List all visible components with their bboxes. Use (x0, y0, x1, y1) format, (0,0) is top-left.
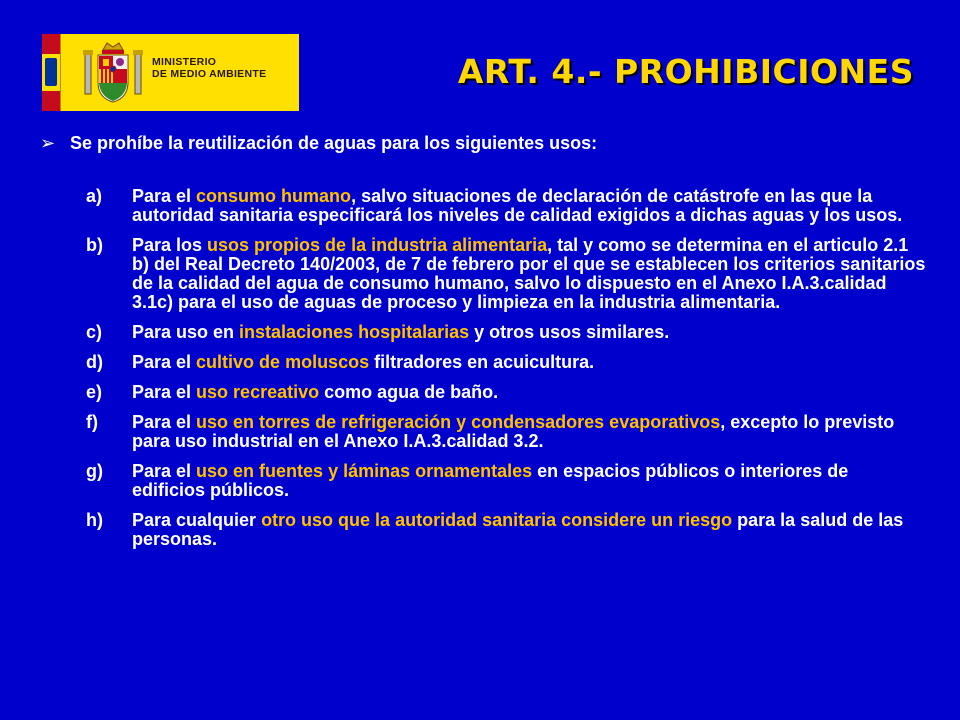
item-text: Para el (132, 352, 197, 372)
list-item (86, 236, 926, 312)
item-text: Para el (132, 461, 197, 481)
list-item (86, 511, 926, 549)
list-item (86, 413, 926, 451)
ministry-line-2: DE MEDIO AMBIENTE (152, 68, 267, 80)
item-highlight: uso en torres de refrigeración y condensadores evaporativos (196, 412, 721, 432)
ministry-logo (42, 34, 299, 111)
item-letter: g) (86, 461, 103, 481)
item-text: Para el (132, 412, 197, 432)
item-text: en espacios públicos o interiores de edificios públicos. (132, 461, 849, 500)
item-highlight: uso en fuentes y láminas ornamentales (196, 461, 533, 481)
intro-bullet (40, 133, 597, 154)
item-text: Para cualquier (132, 510, 262, 530)
item-highlight: consumo humano (196, 186, 352, 206)
coat-of-arms-icon (82, 40, 144, 106)
item-letter: c) (86, 322, 103, 342)
item-text: Para el (132, 186, 197, 206)
list-item (86, 462, 926, 500)
arrow-bullet-icon: ➢ (40, 133, 56, 153)
list-item (86, 353, 926, 372)
item-text: filtradores en acuicultura. (369, 352, 595, 372)
list-item (86, 383, 926, 402)
list-item (86, 323, 926, 342)
item-highlight: uso recreativo (196, 382, 320, 402)
item-letter: a) (86, 186, 103, 206)
item-text: para la salud de las personas. (132, 510, 904, 549)
item-text: , tal y como se determina en el articulo 2.1 b) del Real Decreto 140/2003, de 7 de febrero por el que se establecen los criterios sanitarios de la calidad del agua de consumo humano, salvo lo dispuesto en el Anexo I.A.3.calidad 3.1c) para el uso de aguas de proceso y limpieza en la industria alimentaria. (132, 235, 926, 312)
item-text: como agua de baño. (319, 382, 499, 402)
item-highlight: instalaciones hospitalarias (239, 322, 470, 342)
ministry-line-1: MINISTERIO (152, 56, 217, 68)
item-text: Para los (132, 235, 208, 255)
item-letter: f) (86, 412, 98, 432)
item-text: y otros usos similares. (469, 322, 670, 342)
flag-icon (42, 34, 61, 111)
ministry-name (152, 56, 266, 80)
list-item (86, 187, 926, 225)
item-highlight: cultivo de moluscos (196, 352, 370, 372)
item-letter: e) (86, 382, 103, 402)
prohibitions-list (86, 187, 926, 560)
item-letter: b) (86, 235, 103, 255)
item-text: Para el (132, 382, 197, 402)
item-highlight: usos propios de la industria alimentaria (207, 235, 548, 255)
item-letter: d) (86, 352, 103, 372)
intro-text: Se prohíbe la reutilización de aguas para los siguientes usos: (70, 133, 598, 153)
item-text: , salvo situaciones de declaración de catástrofe en las que la autoridad sanitaria especificará los niveles de calidad exigidos a dichas aguas y los usos. (132, 186, 903, 225)
page-title: ART. 4.- PROHIBICIONES (457, 52, 914, 91)
item-text: , excepto lo previsto para uso industrial en el Anexo I.A.3.calidad 3.2. (132, 412, 895, 451)
item-letter: h) (86, 510, 103, 530)
item-text: Para uso en (132, 322, 240, 342)
item-highlight: otro uso que la autoridad sanitaria considere un riesgo (261, 510, 733, 530)
